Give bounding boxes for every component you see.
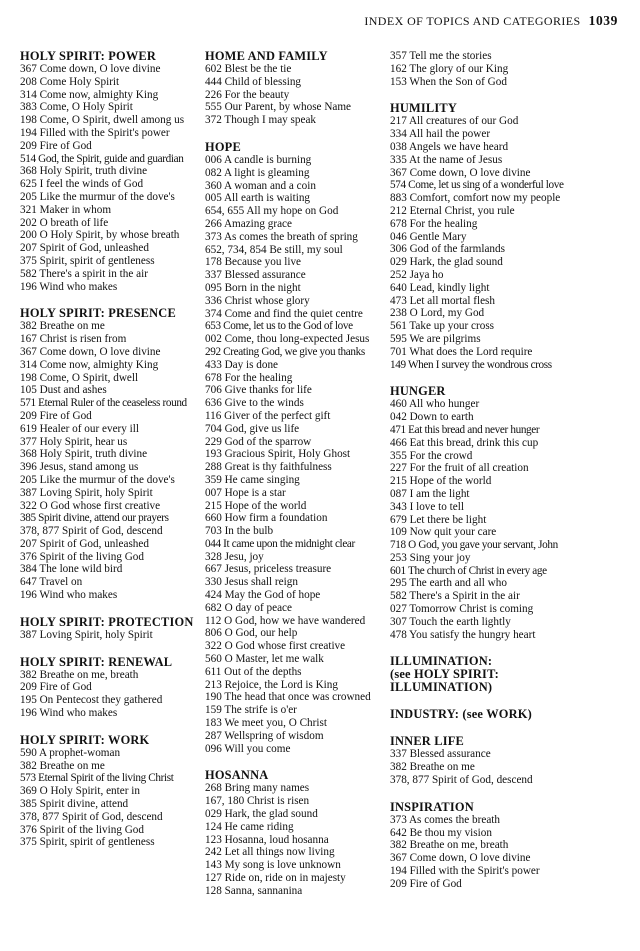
index-entry: 682 O day of peace bbox=[205, 601, 292, 614]
section-heading: HOLY SPIRIT: PRESENCE bbox=[20, 306, 176, 321]
index-entry: 701 What does the Lord require bbox=[390, 345, 533, 358]
index-entry: 105 Dust and ashes bbox=[20, 384, 107, 397]
index-entry: 660 How firm a foundation bbox=[205, 512, 328, 525]
index-entry: 153 When the Son of God bbox=[390, 75, 507, 88]
index-entry: 384 The lone wild bird bbox=[20, 563, 123, 576]
index-entry: 640 Lead, kindly light bbox=[390, 281, 490, 294]
index-entry: 046 Gentle Mary bbox=[390, 230, 467, 243]
section-heading: HOPE bbox=[205, 139, 241, 154]
index-section bbox=[20, 616, 198, 642]
index-entry: 601 The church of Christ in every age bbox=[390, 564, 547, 577]
index-entry: 215 Hope of the world bbox=[390, 475, 492, 488]
index-entry: 385 Spirit divine, attend bbox=[20, 798, 129, 811]
index-entry: 647 Travel on bbox=[20, 576, 83, 589]
index-entry: 112 O God, how we have wandered bbox=[205, 614, 366, 627]
index-entry: 128 Sanna, sannanina bbox=[205, 884, 303, 897]
index-entry: 287 Wellspring of wisdom bbox=[205, 729, 324, 742]
index-entry: 355 For the crowd bbox=[390, 449, 473, 462]
index-entry: 127 Ride on, ride on in majesty bbox=[205, 872, 346, 885]
index-entry: 561 Take up your cross bbox=[390, 320, 495, 333]
index-entry: 806 O God, our help bbox=[205, 627, 298, 640]
index-entry: 123 Hosanna, loud hosanna bbox=[205, 833, 329, 846]
index-entry: 337 Blessed assurance bbox=[390, 748, 491, 761]
index-entry: 678 For the healing bbox=[390, 217, 478, 230]
index-entry: 194 Filled with the Spirit's power bbox=[390, 865, 540, 878]
index-section bbox=[205, 769, 385, 897]
index-entry: 217 All creatures of our God bbox=[390, 115, 519, 128]
index-entry: 653 Come, let us to the God of love bbox=[205, 320, 353, 333]
index-entry: 205 Like the murmur of the dove's bbox=[20, 473, 175, 486]
index-entry: 704 God, give us life bbox=[205, 422, 300, 435]
index-entry: 636 Give to the winds bbox=[205, 397, 304, 410]
index-section bbox=[205, 141, 385, 755]
index-entry: 198 Come, O Spirit, dwell bbox=[20, 371, 139, 384]
section-heading: ILLUMINATION: (see HOLY SPIRIT: ILLUMINATION) bbox=[390, 654, 499, 695]
section-heading: HUNGER bbox=[390, 384, 446, 399]
index-entry: 478 You satisfy the hungry heart bbox=[390, 628, 536, 641]
index-entry: 116 Giver of the perfect gift bbox=[205, 409, 331, 422]
index-entry: 667 Jesus, priceless treasure bbox=[205, 563, 332, 576]
index-column-2 bbox=[205, 50, 385, 912]
index-entry: 178 Because you live bbox=[205, 256, 302, 269]
index-entry: 321 Maker in whom bbox=[20, 203, 112, 216]
index-entry: 359 He came singing bbox=[205, 473, 300, 486]
index-entry: 473 Let all mortal flesh bbox=[390, 294, 496, 307]
index-entry: 207 Spirit of God, unleashed bbox=[20, 537, 149, 550]
index-entry: 595 We are pilgrims bbox=[390, 332, 481, 345]
index-entry: 096 Will you come bbox=[205, 742, 291, 755]
index-entry: 149 When I survey the wondrous cross bbox=[390, 358, 552, 371]
section-heading: HUMILITY bbox=[390, 101, 458, 116]
section-heading: INDUSTRY: (see WORK) bbox=[390, 707, 532, 722]
index-entry: 253 Sing your joy bbox=[390, 551, 471, 564]
index-entry: 095 Born in the night bbox=[205, 281, 301, 294]
index-entry: 883 Comfort, comfort now my people bbox=[390, 192, 561, 205]
index-entry: 226 For the beauty bbox=[205, 88, 290, 101]
index-entry: 460 All who hunger bbox=[390, 398, 480, 411]
index-entry: 367 Come down, O love divine bbox=[390, 166, 531, 179]
index-entry: 209 Fire of God bbox=[20, 409, 92, 422]
index-entry: 367 Come down, O love divine bbox=[390, 852, 531, 865]
index-entry: 382 Breathe on me bbox=[390, 761, 475, 774]
index-entry: 252 Jaya ho bbox=[390, 268, 444, 281]
index-entry: 373 As comes the breath of spring bbox=[205, 230, 358, 243]
index-entry: 375 Spirit, spirit of gentleness bbox=[20, 836, 155, 849]
index-entry: 334 All hail the power bbox=[390, 128, 491, 141]
index-entry: 424 May the God of hope bbox=[205, 589, 321, 602]
index-entry: 367 Come down, O love divine bbox=[20, 63, 161, 75]
index-entry: 209 Fire of God bbox=[20, 681, 92, 694]
index-entry: 190 The head that once was crowned bbox=[205, 691, 371, 704]
index-entry: 383 Come, O Holy Spirit bbox=[20, 101, 133, 114]
index-entry: 268 Bring many names bbox=[205, 782, 310, 795]
index-entry: 718 O God, you gave your servant, John bbox=[390, 539, 558, 552]
index-entry: 611 Out of the depths bbox=[205, 665, 302, 678]
index-entry: 360 A woman and a coin bbox=[205, 179, 316, 192]
index-entry: 330 Jesus shall reign bbox=[205, 576, 298, 589]
index-entry: 167 Christ is risen from bbox=[20, 333, 127, 346]
index-section bbox=[390, 655, 572, 694]
index-entry: 654, 655 All my hope on God bbox=[205, 205, 339, 218]
index-entry: 382 Breathe on me, breath bbox=[20, 668, 139, 681]
index-entry: 196 Wind who makes bbox=[20, 280, 118, 293]
index-entry: 044 It came upon the midnight clear bbox=[205, 537, 355, 550]
index-entry: 625 I feel the winds of God bbox=[20, 178, 144, 191]
index-entry: 336 Christ whose glory bbox=[205, 294, 310, 307]
index-entry: 314 Come now, almighty King bbox=[20, 358, 159, 371]
index-entry: 574 Come, let us sing of a wonderful love bbox=[390, 179, 564, 192]
index-entry: 196 Wind who makes bbox=[20, 707, 118, 720]
index-section bbox=[20, 656, 198, 720]
index-entry: 387 Loving Spirit, holy Spirit bbox=[20, 486, 153, 499]
index-entry: 582 There's a spirit in the air bbox=[20, 267, 148, 280]
index-entry: 602 Blest be the tie bbox=[205, 63, 292, 75]
index-entry: 006 A candle is burning bbox=[205, 153, 312, 166]
index-entry: 387 Loving Spirit, holy Spirit bbox=[20, 628, 153, 641]
index-entry: 328 Jesu, joy bbox=[205, 550, 264, 563]
index-section bbox=[205, 50, 385, 127]
index-entry: 466 Eat this bread, drink this cup bbox=[390, 436, 539, 449]
index-entry: 229 God of the sparrow bbox=[205, 435, 312, 448]
index-entry: 208 Come Holy Spirit bbox=[20, 75, 120, 88]
index-entry: 212 Eternal Christ, you rule bbox=[390, 204, 515, 217]
index-entry: 590 A prophet-woman bbox=[20, 746, 121, 759]
index-entry: 200 O Holy Spirit, by whose breath bbox=[20, 229, 180, 242]
index-entry: 306 God of the farmlands bbox=[390, 243, 505, 256]
index-entry: 433 Day is done bbox=[205, 358, 279, 371]
index-entry: 375 Spirit, spirit of gentleness bbox=[20, 254, 155, 267]
section-heading: HOME AND FAMILY bbox=[205, 49, 328, 63]
index-entry: 029 Hark, the glad sound bbox=[205, 808, 318, 821]
index-entry: 514 God, the Spirit, guide and guardian bbox=[20, 152, 184, 165]
index-section bbox=[390, 385, 572, 641]
index-entry: 377 Holy Spirit, hear us bbox=[20, 435, 128, 448]
index-entry: 652, 734, 854 Be still, my soul bbox=[205, 243, 343, 256]
index-entry: 007 Hope is a star bbox=[205, 486, 286, 499]
index-entry: 571 Eternal Ruler of the ceaseless round bbox=[20, 397, 187, 410]
index-entry: 378, 877 Spirit of God, descend bbox=[20, 810, 163, 823]
running-head bbox=[364, 13, 618, 29]
index-entry: 396 Jesus, stand among us bbox=[20, 461, 139, 474]
index-entry: 382 Breathe on me bbox=[20, 320, 105, 333]
index-entry: 266 Amazing grace bbox=[205, 217, 292, 230]
index-entry: 619 Healer of our every ill bbox=[20, 422, 139, 435]
index-section bbox=[20, 50, 198, 293]
section-heading: INNER LIFE bbox=[390, 734, 464, 749]
index-entry: 242 Let all things now living bbox=[205, 846, 335, 859]
index-entry: 215 Hope of the world bbox=[205, 499, 307, 512]
index-entry: 124 He came riding bbox=[205, 820, 294, 833]
index-entry: 227 For the fruit of all creation bbox=[390, 462, 529, 475]
index-entry: 373 As comes the breath bbox=[390, 813, 500, 826]
index-entry: 295 The earth and all who bbox=[390, 577, 507, 590]
index-entry: 679 Let there be light bbox=[390, 513, 487, 526]
index-entry: 143 My song is love unknown bbox=[205, 859, 341, 872]
index-entry: 005 All earth is waiting bbox=[205, 192, 311, 205]
index-section bbox=[390, 801, 572, 891]
index-entry: 560 O Master, let me walk bbox=[205, 653, 324, 666]
index-entry: 703 In the bulb bbox=[205, 525, 274, 538]
index-entry: 002 Come, thou long-expected Jesus bbox=[205, 333, 370, 346]
index-entry: 368 Holy Spirit, truth divine bbox=[20, 448, 148, 461]
index-entry: 369 O Holy Spirit, enter in bbox=[20, 785, 140, 798]
index-entry: 167, 180 Christ is risen bbox=[205, 795, 310, 808]
index-entry: 582 There's a Spirit in the air bbox=[390, 590, 520, 603]
section-heading: HOLY SPIRIT: PROTECTION bbox=[20, 614, 194, 629]
section-heading: HOLY SPIRIT: RENEWAL bbox=[20, 654, 173, 669]
index-entry: 196 Wind who makes bbox=[20, 589, 118, 602]
section-heading: HOLY SPIRIT: WORK bbox=[20, 732, 150, 747]
index-entry: 162 The glory of our King bbox=[390, 62, 509, 75]
index-entry: 205 Like the murmur of the dove's bbox=[20, 190, 175, 203]
index-entry: 194 Filled with the Spirit's power bbox=[20, 126, 170, 139]
index-entry: 207 Spirit of God, unleashed bbox=[20, 242, 149, 255]
index-entry: 322 O God whose first creative bbox=[205, 640, 346, 653]
index-entry: 642 Be thou my vision bbox=[390, 826, 492, 839]
index-section bbox=[20, 307, 198, 602]
index-entry: 082 A light is gleaming bbox=[205, 166, 310, 179]
index-entry: 372 Though I may speak bbox=[205, 114, 317, 127]
index-entry: 307 Touch the earth lightly bbox=[390, 615, 511, 628]
index-entry: 209 Fire of God bbox=[390, 877, 462, 890]
index-entry: 087 I am the light bbox=[390, 487, 470, 500]
index-entry: 183 We meet you, O Christ bbox=[205, 717, 327, 730]
index-entry: 378, 877 Spirit of God, descend bbox=[20, 525, 163, 538]
index-entry: 213 Rejoice, the Lord is King bbox=[205, 678, 338, 691]
index-entry: 109 Now quit your care bbox=[390, 526, 497, 539]
index-section bbox=[390, 708, 572, 721]
index-entry: 195 On Pentecost they gathered bbox=[20, 694, 163, 707]
index-entry: 159 The strife is o'er bbox=[205, 704, 297, 717]
index-entry: 209 Fire of God bbox=[20, 139, 92, 152]
index-entry: 322 O God whose first creative bbox=[20, 499, 161, 512]
index-column-3 bbox=[390, 50, 572, 905]
page-number: 1039 bbox=[588, 13, 618, 28]
index-entry: 678 For the healing bbox=[205, 371, 293, 384]
index-entry: 027 Tomorrow Christ is coming bbox=[390, 603, 534, 616]
index-section bbox=[390, 50, 572, 88]
index-entry: 368 Holy Spirit, truth divine bbox=[20, 165, 148, 178]
index-section bbox=[20, 734, 198, 849]
index-entry: 238 O Lord, my God bbox=[390, 307, 485, 320]
index-entry: 471 Eat this bread and never hunger bbox=[390, 423, 540, 436]
index-section bbox=[390, 735, 572, 786]
index-entry: 357 Tell me the stories bbox=[390, 50, 492, 62]
index-entry: 198 Come, O Spirit, dwell among us bbox=[20, 114, 185, 127]
index-entry: 292 Creating God, we give you thanks bbox=[205, 345, 365, 358]
index-entry: 202 O breath of life bbox=[20, 216, 109, 229]
index-entry: 343 I love to tell bbox=[390, 500, 464, 513]
index-entry: 367 Come down, O love divine bbox=[20, 345, 161, 358]
index-entry: 038 Angels we have heard bbox=[390, 140, 509, 153]
section-heading: INSPIRATION bbox=[390, 799, 474, 814]
index-entry: 042 Down to earth bbox=[390, 411, 474, 424]
section-heading: HOLY SPIRIT: POWER bbox=[20, 49, 157, 63]
index-entry: 314 Come now, almighty King bbox=[20, 88, 159, 101]
running-head-title: INDEX OF TOPICS AND CATEGORIES bbox=[364, 14, 581, 28]
index-entry: 573 Eternal Spirit of the living Christ bbox=[20, 772, 174, 785]
index-entry: 378, 877 Spirit of God, descend bbox=[390, 774, 533, 787]
index-entry: 385 Spirit divine, attend our prayers bbox=[20, 512, 169, 525]
index-entry: 555 Our Parent, by whose Name bbox=[205, 101, 352, 114]
index-column-1 bbox=[20, 50, 198, 863]
index-entry: 335 At the name of Jesus bbox=[390, 153, 503, 166]
index-entry: 193 Gracious Spirit, Holy Ghost bbox=[205, 448, 351, 461]
section-heading: HOSANNA bbox=[205, 768, 269, 783]
index-entry: 706 Give thanks for life bbox=[205, 384, 312, 397]
index-entry: 374 Come and find the quiet centre bbox=[205, 307, 363, 320]
index-entry: 288 Great is thy faithfulness bbox=[205, 461, 332, 474]
index-entry: 444 Child of blessing bbox=[205, 75, 302, 88]
index-section bbox=[390, 102, 572, 371]
index-entry: 382 Breathe on me bbox=[20, 759, 105, 772]
index-entry: 337 Blessed assurance bbox=[205, 269, 306, 282]
index-entry: 382 Breathe on me, breath bbox=[390, 839, 509, 852]
index-entry: 376 Spirit of the living God bbox=[20, 823, 144, 836]
index-entry: 029 Hark, the glad sound bbox=[390, 256, 503, 269]
index-entry: 376 Spirit of the living God bbox=[20, 550, 144, 563]
